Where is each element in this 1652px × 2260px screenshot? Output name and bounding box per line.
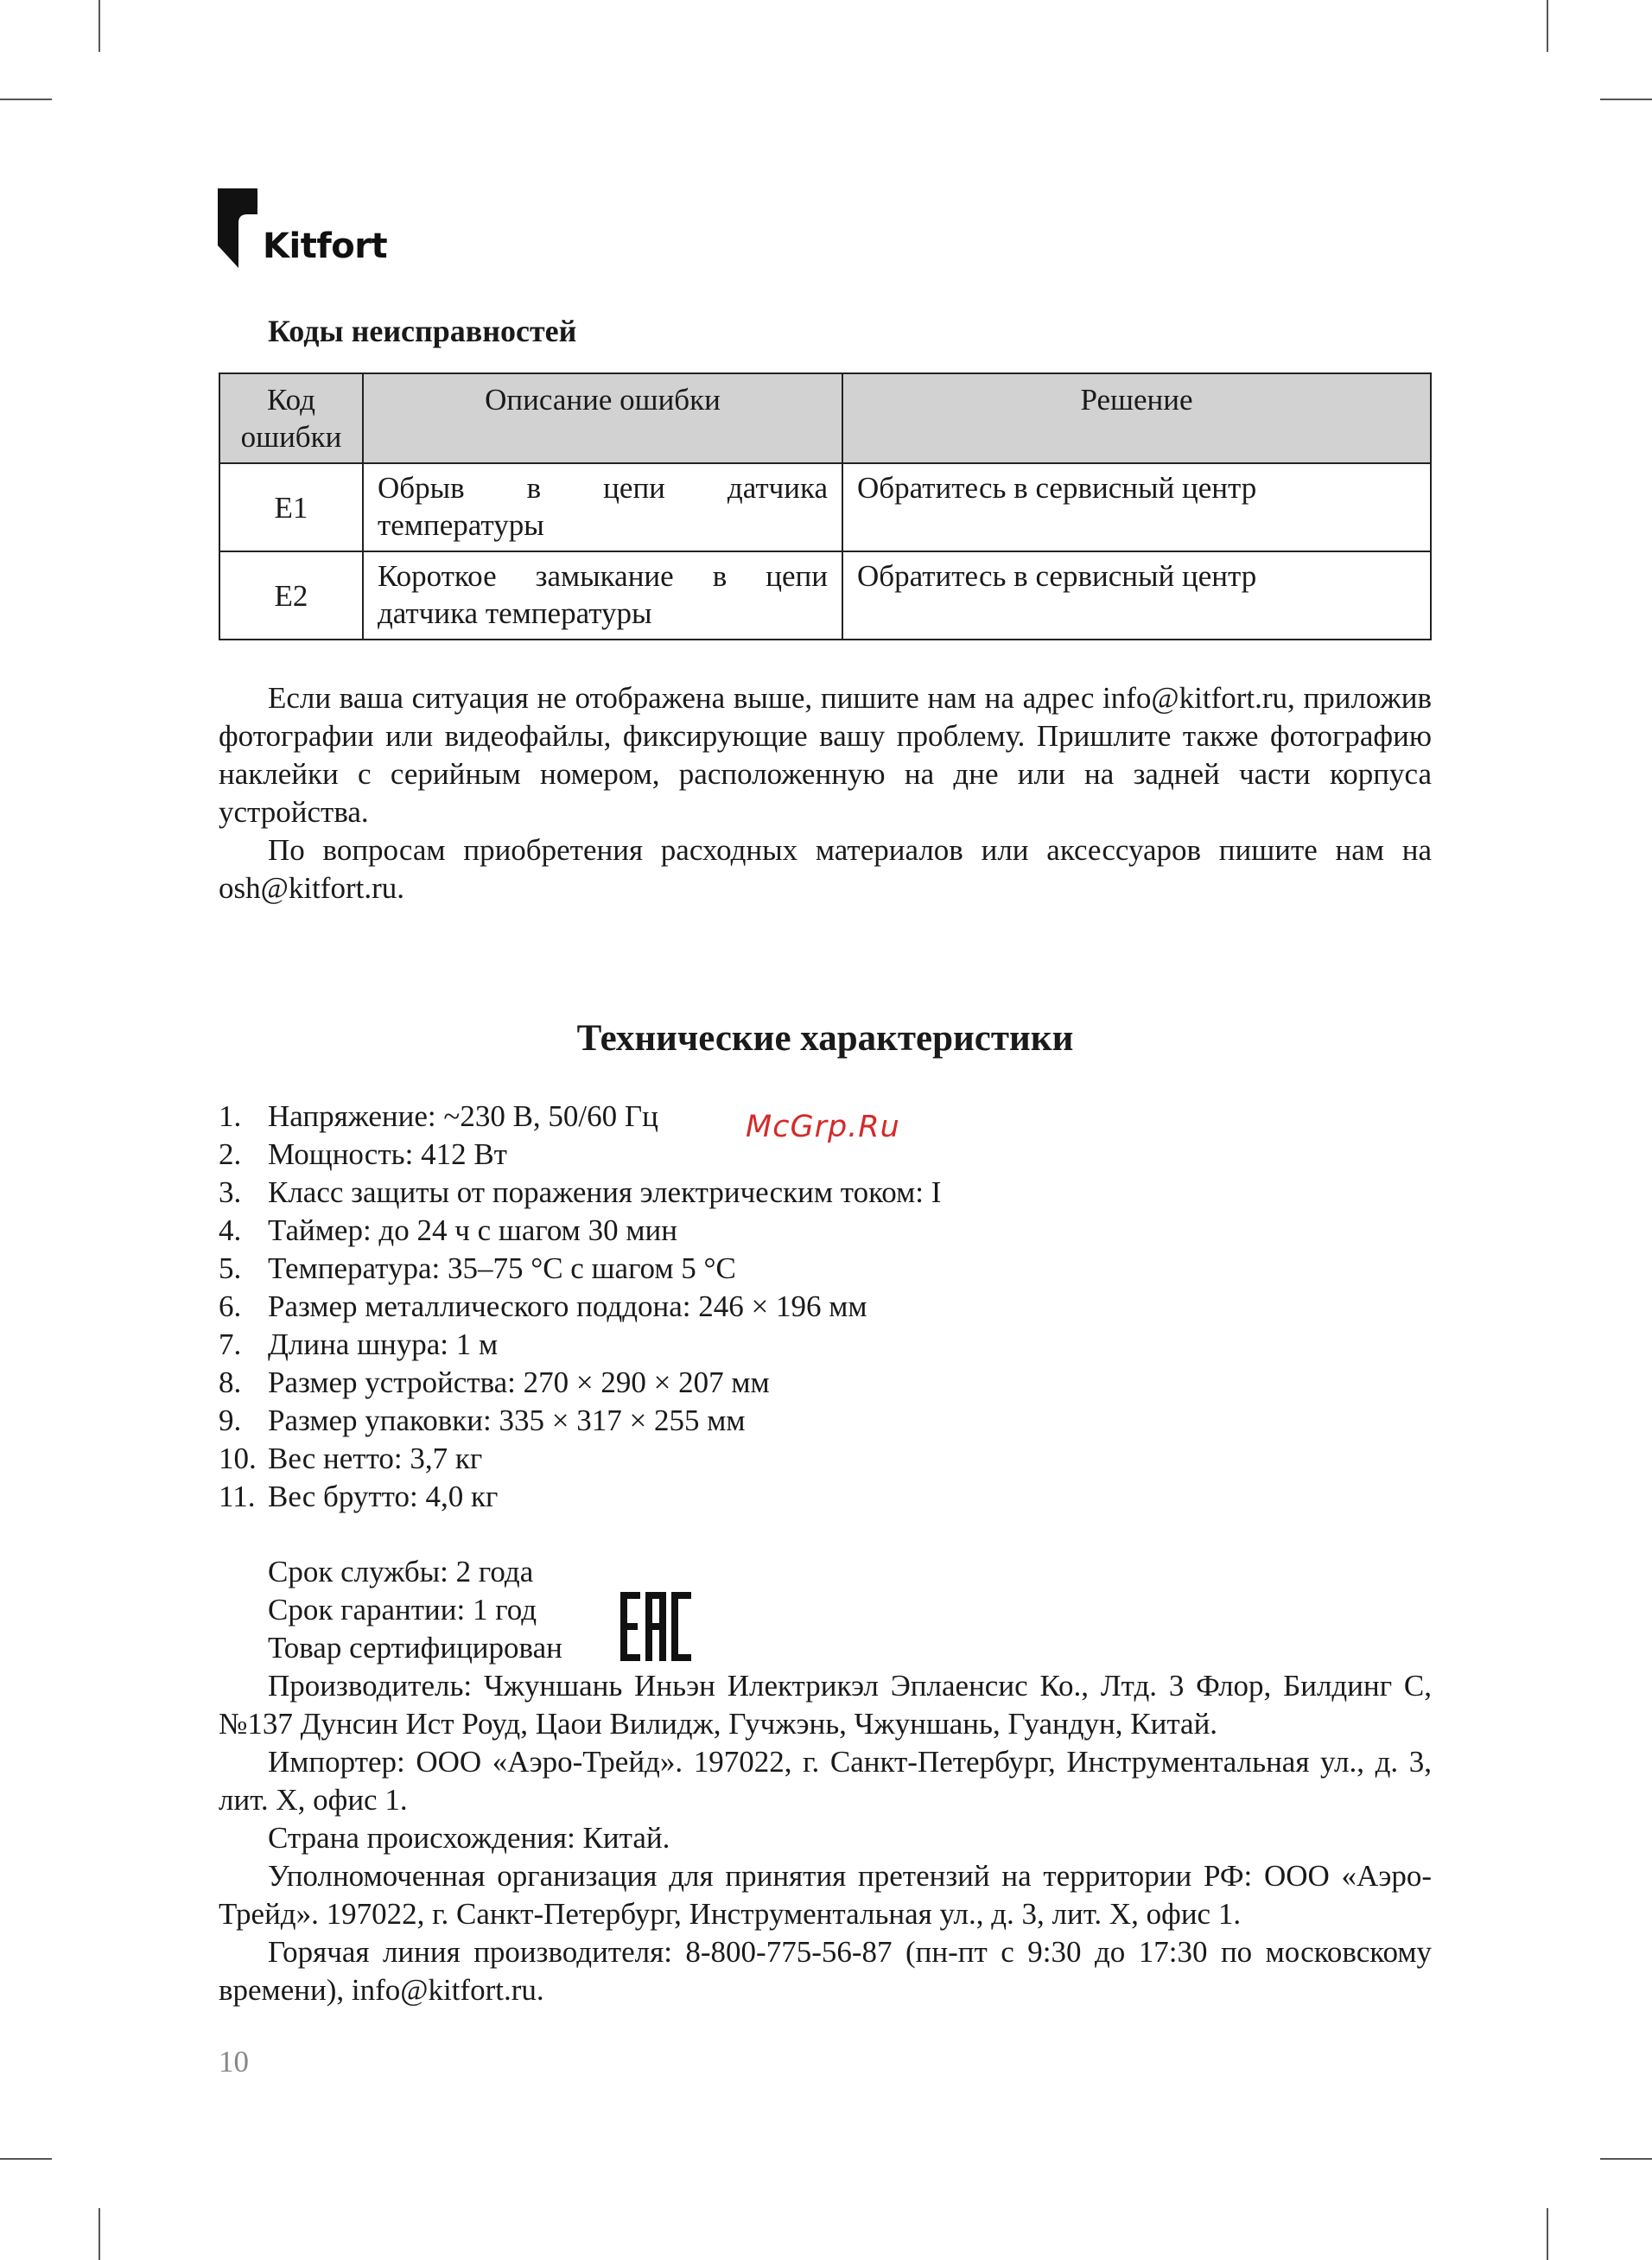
crop-mark (98, 0, 100, 52)
error-description: Короткое замыкание в цепи датчика температуры (363, 551, 842, 640)
list-item: 8. Размер устройства: 270 × 290 × 207 мм (219, 1366, 770, 1399)
crop-mark (98, 2208, 100, 2260)
logo-text: Kitfort (263, 226, 388, 266)
error-code: E1 (219, 463, 363, 551)
certified-text: Товар сертифицирован (268, 1631, 562, 1665)
page-number: 10 (219, 2045, 249, 2079)
list-item: 2. Мощность: 412 Вт (219, 1137, 507, 1171)
list-item: 4. Таймер: до 24 ч с шагом 30 мин (219, 1213, 677, 1247)
service-info (219, 1553, 1481, 1667)
table-row (219, 551, 1431, 640)
list-item: 3. Класс защиты от поражения электрическим током: I (219, 1175, 942, 1209)
specs-title: Технические характеристики (576, 1018, 1074, 1059)
fault-codes-table (219, 372, 1432, 640)
crop-mark (1547, 2208, 1548, 2260)
column-header-solution: Решение (842, 373, 1431, 463)
warranty-period: Срок гарантии: 1 год (268, 1593, 537, 1627)
crop-mark (1600, 99, 1652, 100)
error-solution: Обратитесь в сервисный центр (842, 463, 1431, 551)
crop-mark (0, 2158, 52, 2160)
manufacturer-info: Производитель: Чжуншань Иньэн Илектрикэл Эплаенсис Ко., Лтд. 3 Флор, Билдинг С, №137 Дунсин Ист Роуд, Цаои Вилидж, Гучжэнь, Чжуншань, Гуандун, Китай. (219, 1669, 1432, 1741)
fault-codes-title: Коды неисправностей (268, 314, 577, 348)
watermark-text: McGrp.Ru (746, 1110, 900, 1144)
column-header-description: Описание ошибки (363, 373, 842, 463)
table-row (219, 463, 1431, 551)
contact-info (219, 679, 1432, 907)
eac-mark-icon (620, 1592, 691, 1661)
list-item: 5. Температура: 35–75 °C с шагом 5 °C (219, 1251, 736, 1285)
list-item: 6. Размер металлического поддона: 246 × 196 мм (219, 1289, 867, 1323)
error-solution: Обратитесь в сервисный центр (842, 551, 1431, 640)
hotline-info: Горячая линия производителя: 8-800-775-56-87 (пн-пт с 9:30 до 17:30 по московскому времени), info@kitfort.ru. (219, 1935, 1432, 2007)
list-item: 1. Напряжение: ~230 В, 50/60 Гц (219, 1099, 658, 1133)
origin-info: Страна происхождения: Китай. (268, 1821, 670, 1855)
authorized-org-info: Уполномоченная организация для принятия претензий на территории РФ: ООО «Аэро-Трейд». 197022, г. Санкт-Петербург, Инструментальная ул., д. 3, лит. Х, офис 1. (219, 1859, 1432, 1931)
legal-info (219, 1667, 1432, 2009)
table-header-row (219, 373, 1431, 463)
importer-info: Импортер: ООО «Аэро-Трейд». 197022, г. Санкт-Петербург, Инструментальная ул., д. 3, лит. Х, офис 1. (219, 1745, 1432, 1817)
crop-mark (1547, 0, 1548, 52)
list-item: 7. Длина шнура: 1 м (219, 1327, 499, 1361)
accessories-paragraph: По вопросам приобретения расходных материалов или аксессуаров пишите нам на osh@kitfort.ru. (219, 833, 1432, 905)
list-item: 9. Размер упаковки: 335 × 317 × 255 мм (219, 1404, 746, 1437)
kitfort-logo-icon (218, 188, 257, 268)
column-header-code: Код ошибки (219, 373, 363, 463)
error-description: Обрыв в цепи датчика температуры (363, 463, 842, 551)
crop-mark (1600, 2158, 1652, 2160)
list-item: 10. Вес нетто: 3,7 кг (219, 1442, 483, 1475)
specs-list (219, 1098, 1432, 1516)
service-life: Срок службы: 2 года (268, 1555, 534, 1588)
list-item: 11. Вес брутто: 4,0 кг (219, 1480, 499, 1513)
contact-paragraph: Если ваша ситуация не отображена выше, пишите нам на адрес info@kitfort.ru, приложив фотографии или видеофайлы, фиксирующие вашу проблему. Пришлите также фотографию наклейки с серийным номером, расположенную на дне или на задней части корпуса устройства. (219, 681, 1432, 829)
kitfort-logo (218, 188, 387, 268)
crop-mark (0, 99, 52, 100)
error-code: E2 (219, 551, 363, 640)
